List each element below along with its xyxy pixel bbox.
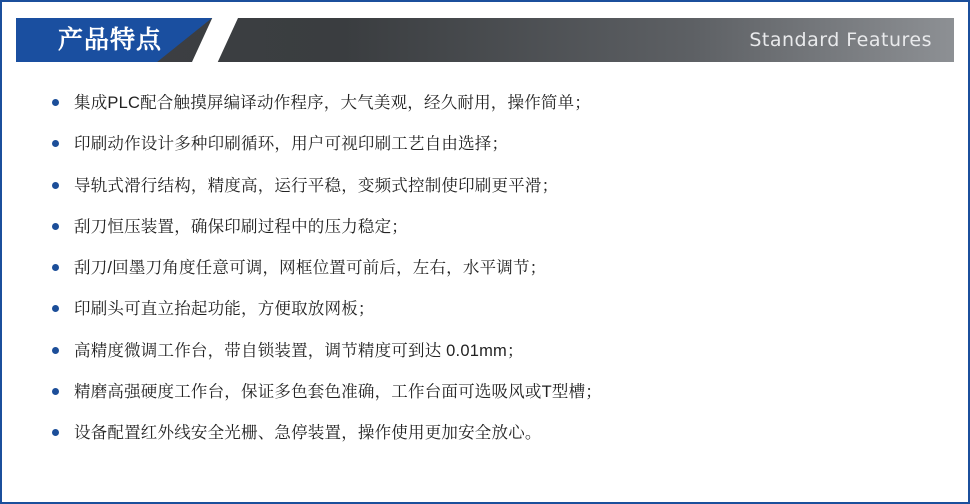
list-item-label: 刮刀/回墨刀角度任意可调，网框位置可前后，左右，水平调节； bbox=[74, 259, 547, 278]
bullet-icon bbox=[52, 388, 59, 395]
bullet-icon bbox=[52, 140, 59, 147]
list-item-label: 印刷头可直立抬起功能，方便取放网板； bbox=[74, 300, 375, 319]
bullet-icon bbox=[52, 264, 59, 271]
list-item bbox=[48, 381, 928, 403]
list-item bbox=[48, 133, 928, 155]
list-item-label: 精磨高强硬度工作台，保证多色套色准确，工作台面可选吸风或T型槽； bbox=[74, 382, 602, 401]
list-item bbox=[48, 92, 928, 114]
list-item bbox=[48, 257, 928, 279]
feature-list bbox=[2, 92, 968, 444]
list-item bbox=[48, 422, 928, 444]
list-item-label: 刮刀恒压装置，确保印刷过程中的压力稳定； bbox=[74, 217, 408, 236]
page-subtitle: Standard Features bbox=[749, 29, 932, 51]
bullet-icon bbox=[52, 182, 59, 189]
list-item bbox=[48, 298, 928, 320]
bullet-icon bbox=[52, 223, 59, 230]
list-item bbox=[48, 216, 928, 238]
list-item bbox=[48, 340, 928, 362]
list-item-label: 印刷动作设计多种印刷循环，用户可视印刷工艺自由选择； bbox=[74, 135, 509, 154]
page-title: 产品特点 bbox=[58, 26, 163, 54]
list-item-label: 导轨式滑行结构，精度高，运行平稳，变频式控制使印刷更平滑； bbox=[74, 176, 559, 195]
list-item-label: 集成PLC配合触摸屏编译动作程序，大气美观，经久耐用，操作简单； bbox=[74, 94, 591, 112]
bullet-icon bbox=[52, 99, 59, 106]
bullet-icon bbox=[52, 305, 59, 312]
list-item bbox=[48, 175, 928, 197]
list-item-label: 设备配置红外线安全光栅、急停装置，操作使用更加安全放心。 bbox=[74, 424, 542, 443]
bullet-icon bbox=[52, 347, 59, 354]
section-banner bbox=[16, 18, 954, 62]
list-item-label: 高精度微调工作台，带自锁装置，调节精度可到达 0.01mm； bbox=[74, 341, 524, 360]
bullet-icon bbox=[52, 429, 59, 436]
